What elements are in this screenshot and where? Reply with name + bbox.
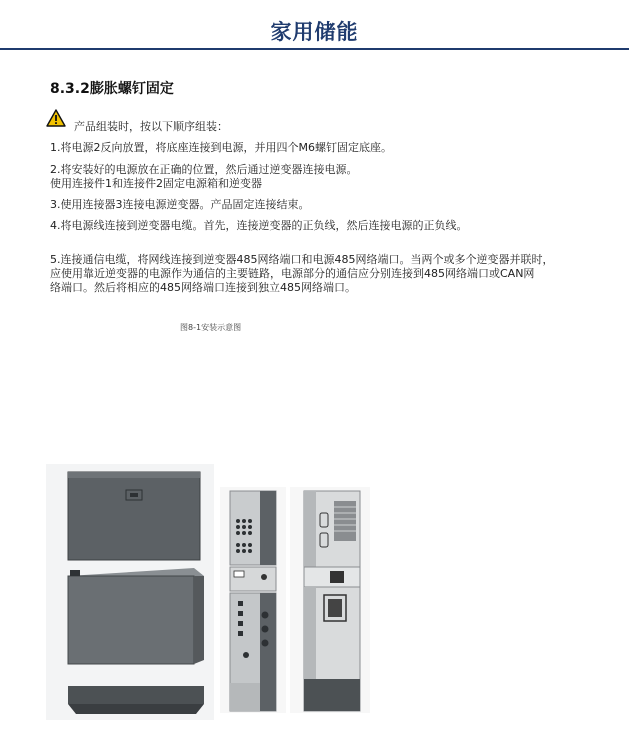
step-4: 4.将电源线连接到逆变器电缆。首先，连接逆变器的正负线，然后连接电源的正负线。 (50, 219, 468, 232)
inverter-front-view-image (220, 487, 286, 713)
header-divider (0, 48, 629, 50)
figure-caption: 图8-1安装示意图 (180, 323, 242, 332)
page-header-title: 家用储能 (270, 20, 359, 44)
step-5: 5.连接通信电缆，将网线连接到逆变器485网络端口和电源485网络端口。当两个或多个逆变器并联时， (50, 253, 554, 266)
step-2-detail: 使用连接件1和连接件2固定电源箱和逆变器 (50, 177, 262, 190)
section-title: 8.3.2膨胀螺钉固定 (50, 81, 174, 97)
battery-box-views-image (46, 464, 214, 720)
step-5-line-2: 应使用靠近逆变器的电源作为通信的主要链路，电源部分的通信应分别连接到485网络端口或CAN网 (50, 267, 535, 280)
inverter-rear-view-image (290, 487, 370, 713)
step-2: 2.将安装好的电源放在正确的位置，然后通过逆变器连接电源。 (50, 163, 358, 176)
step-5-line-3: 络端口。然后将相应的485网络端口连接到独立485网络端口。 (50, 281, 356, 294)
step-3: 3.使用连接器3连接电源逆变器。产品固定连接结束。 (50, 198, 310, 211)
step-1: 1.将电源2反向放置，将底座连接到电源，并用四个M6螺钉固定底座。 (50, 141, 392, 154)
warning-icon (46, 109, 66, 127)
intro-text: 产品组装时，按以下顺序组装： (74, 120, 228, 133)
